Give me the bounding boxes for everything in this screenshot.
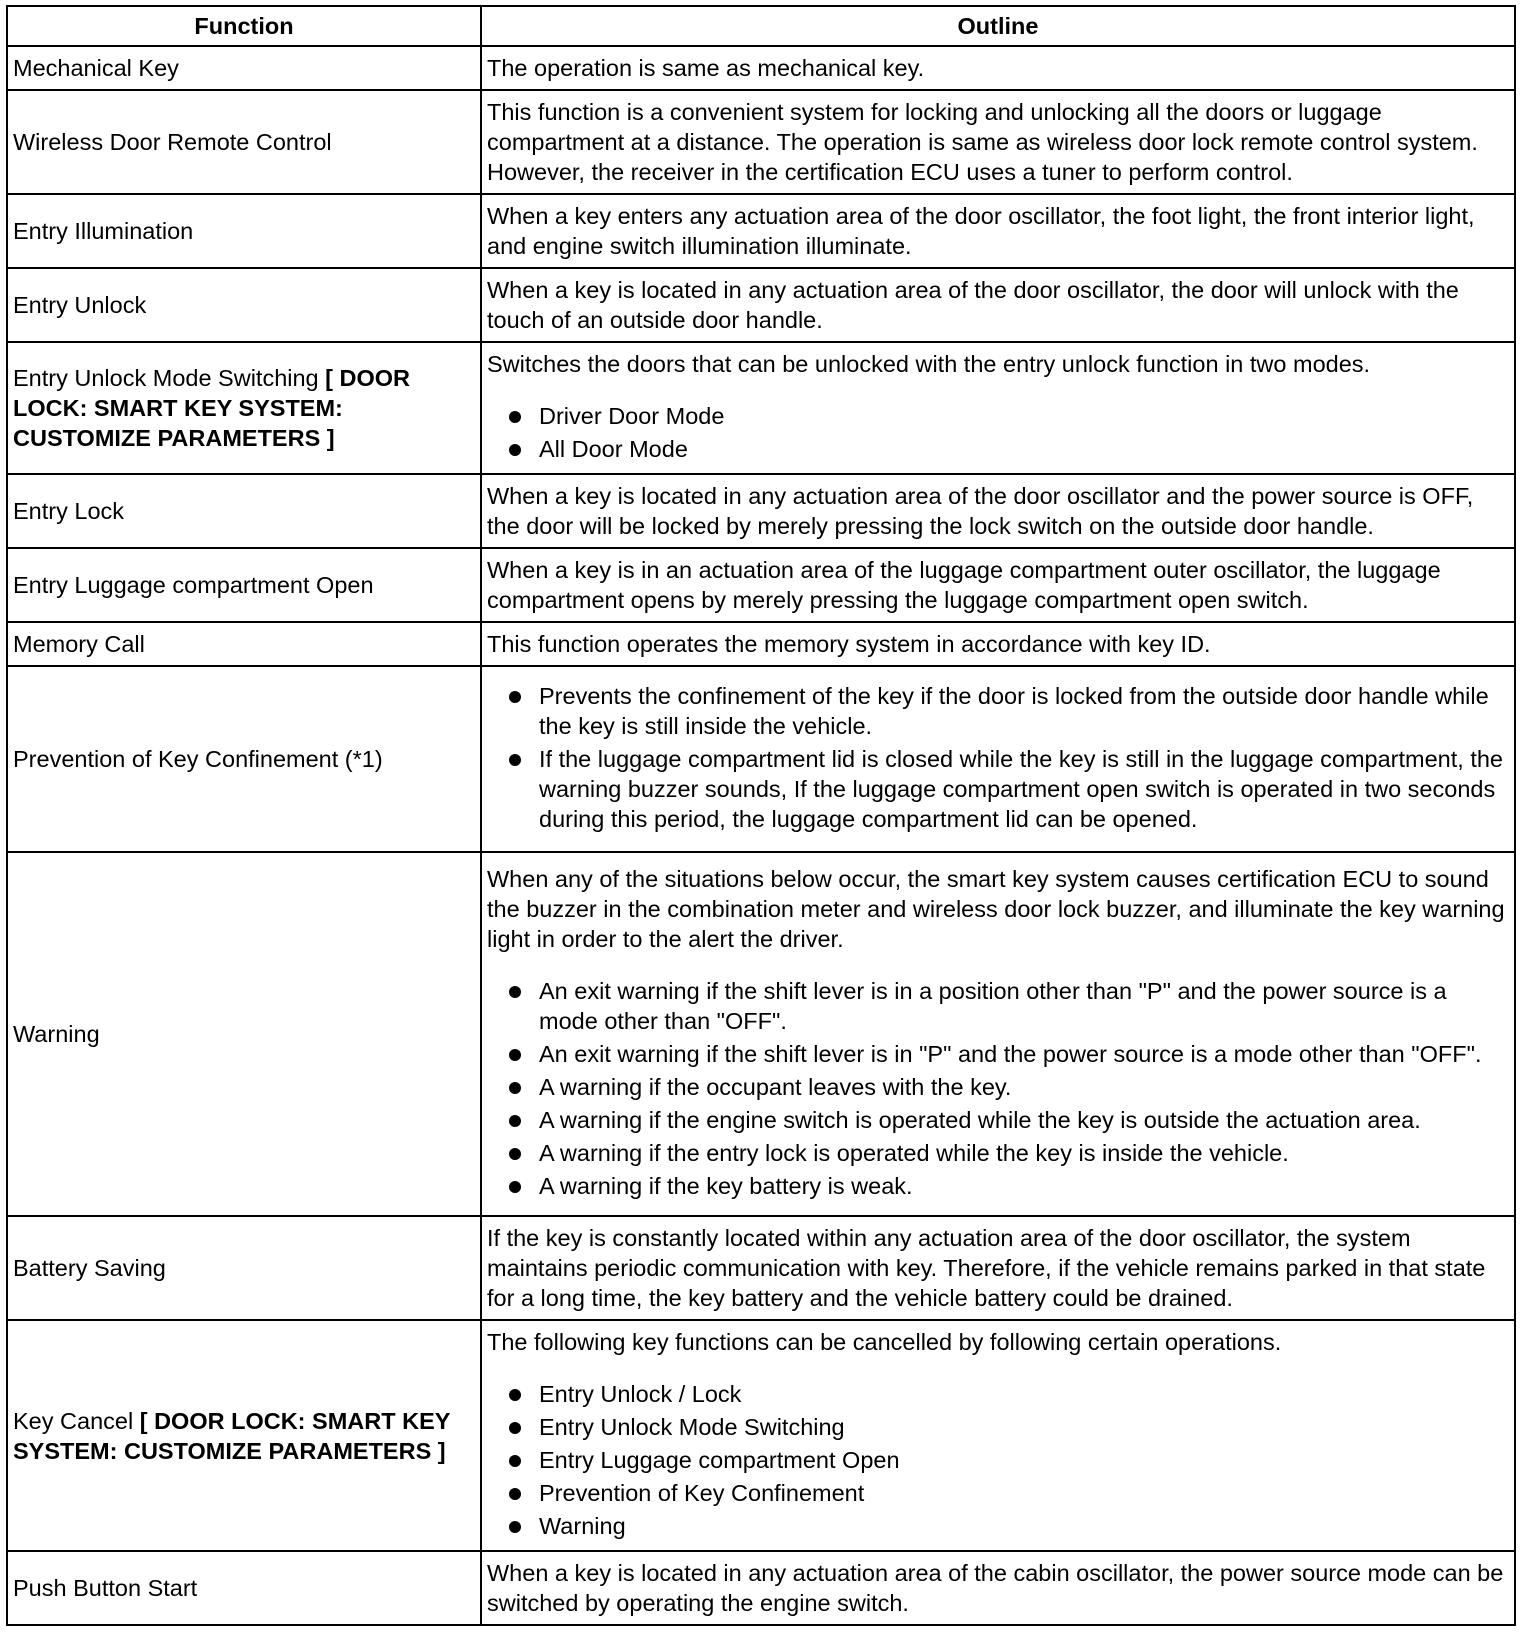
table-row — [7, 666, 1515, 852]
table-row — [7, 1320, 1515, 1551]
function-table-container — [6, 5, 1514, 1626]
outline-cell: This function is a convenient system for locking and unlocking all the doors or luggage compartment at a distance. The operation is same as wireless door lock remote control system. However, the receiver in the certification ECU uses a tuner to perform control. — [481, 90, 1515, 194]
function-cell: Push Button Start — [7, 1551, 481, 1625]
table-row — [7, 342, 1515, 474]
bullet-list — [487, 681, 1506, 834]
outline-cell: When a key is located in any actuation area of the cabin oscillator, the power source mode can be switched by operating the engine switch. — [481, 1551, 1515, 1625]
list-item: Prevention of Key Confinement — [487, 1478, 1506, 1508]
function-cell: Mechanical Key — [7, 46, 481, 90]
outline-cell: When a key enters any actuation area of the door oscillator, the foot light, the front interior light, and engine switch illumination illuminate. — [481, 194, 1515, 268]
header-outline: Outline — [481, 6, 1515, 46]
table-row — [7, 46, 1515, 90]
bullet-list — [487, 1379, 1506, 1541]
list-item: A warning if the engine switch is operated while the key is outside the actuation area. — [487, 1105, 1506, 1135]
table-row — [7, 474, 1515, 548]
function-cell: Entry Luggage compartment Open — [7, 548, 481, 622]
table-row — [7, 268, 1515, 342]
list-item: Entry Unlock / Lock — [487, 1379, 1506, 1409]
table-row — [7, 622, 1515, 666]
outline-cell — [481, 852, 1515, 1216]
function-label: Entry Unlock Mode Switching — [13, 365, 319, 391]
outline-text: Switches the doors that can be unlocked with the entry unlock function in two modes. — [487, 351, 1371, 377]
function-cell: Prevention of Key Confinement (*1) — [7, 666, 481, 852]
function-cell: Entry Illumination — [7, 194, 481, 268]
outline-cell — [481, 1320, 1515, 1551]
outline-cell: The operation is same as mechanical key. — [481, 46, 1515, 90]
function-cell: Entry Unlock — [7, 268, 481, 342]
list-item: Entry Luggage compartment Open — [487, 1445, 1506, 1475]
customize-parameters-link[interactable]: [ DOOR LOCK: SMART KEY SYSTEM: CUSTOMIZE PARAMETERS ] — [13, 1407, 451, 1464]
table-row — [7, 852, 1515, 1216]
function-cell: Wireless Door Remote Control — [7, 90, 481, 194]
function-cell: Memory Call — [7, 622, 481, 666]
bullet-list — [487, 976, 1506, 1201]
table-header-row — [7, 6, 1515, 46]
function-cell: Entry Lock — [7, 474, 481, 548]
list-item: Entry Unlock Mode Switching — [487, 1412, 1506, 1442]
list-item: Driver Door Mode — [487, 401, 1506, 431]
smart-key-function-table — [6, 5, 1516, 1626]
customize-parameters-link[interactable]: [ DOOR LOCK: SMART KEY SYSTEM: CUSTOMIZE PARAMETERS ] — [13, 365, 411, 451]
list-item: A warning if the key battery is weak. — [487, 1171, 1506, 1201]
list-item: Prevents the confinement of the key if the door is locked from the outside door handle while the key is still inside the vehicle. — [487, 681, 1506, 741]
table-row — [7, 548, 1515, 622]
list-item: An exit warning if the shift lever is in "P" and the power source is a mode other than "OFF". — [487, 1039, 1506, 1069]
list-item: All Door Mode — [487, 434, 1506, 464]
outline-text: When any of the situations below occur, the smart key system causes certification ECU to sound the buzzer in the combination meter and wireless door lock buzzer, and illuminate the key warning light in order to the alert the driver. — [487, 866, 1505, 952]
header-function: Function — [7, 6, 481, 46]
table-row — [7, 90, 1515, 194]
function-cell — [7, 1320, 481, 1551]
list-item: Warning — [487, 1511, 1506, 1541]
list-item: If the luggage compartment lid is closed while the key is still in the luggage compartment, the warning buzzer sounds, If the luggage compartment open switch is operated in two seconds during this period, the luggage compartment lid can be opened. — [487, 744, 1506, 834]
list-item: A warning if the occupant leaves with the key. — [487, 1072, 1506, 1102]
outline-text: The following key functions can be cancelled by following certain operations. — [487, 1329, 1282, 1355]
function-cell: Warning — [7, 852, 481, 1216]
outline-cell: When a key is located in any actuation area of the door oscillator and the power source is OFF, the door will be locked by merely pressing the lock switch on the outside door handle. — [481, 474, 1515, 548]
function-label: Key Cancel — [13, 1407, 134, 1434]
function-cell — [7, 342, 481, 474]
table-row — [7, 194, 1515, 268]
outline-cell: When a key is located in any actuation area of the door oscillator, the door will unlock with the touch of an outside door handle. — [481, 268, 1515, 342]
table-row — [7, 1216, 1515, 1320]
outline-cell — [481, 666, 1515, 852]
outline-cell: If the key is constantly located within any actuation area of the door oscillator, the system maintains periodic communication with key. Therefore, if the vehicle remains parked in that state for a long time, the key battery and the vehicle battery could be drained. — [481, 1216, 1515, 1320]
table-row — [7, 1551, 1515, 1625]
outline-cell: This function operates the memory system in accordance with key ID. — [481, 622, 1515, 666]
function-cell: Battery Saving — [7, 1216, 481, 1320]
outline-cell — [481, 342, 1515, 474]
bullet-list — [487, 401, 1506, 464]
list-item: A warning if the entry lock is operated while the key is inside the vehicle. — [487, 1138, 1506, 1168]
outline-cell: When a key is in an actuation area of the luggage compartment outer oscillator, the luggage compartment opens by merely pressing the luggage compartment open switch. — [481, 548, 1515, 622]
list-item: An exit warning if the shift lever is in a position other than "P" and the power source is a mode other than "OFF". — [487, 976, 1506, 1036]
